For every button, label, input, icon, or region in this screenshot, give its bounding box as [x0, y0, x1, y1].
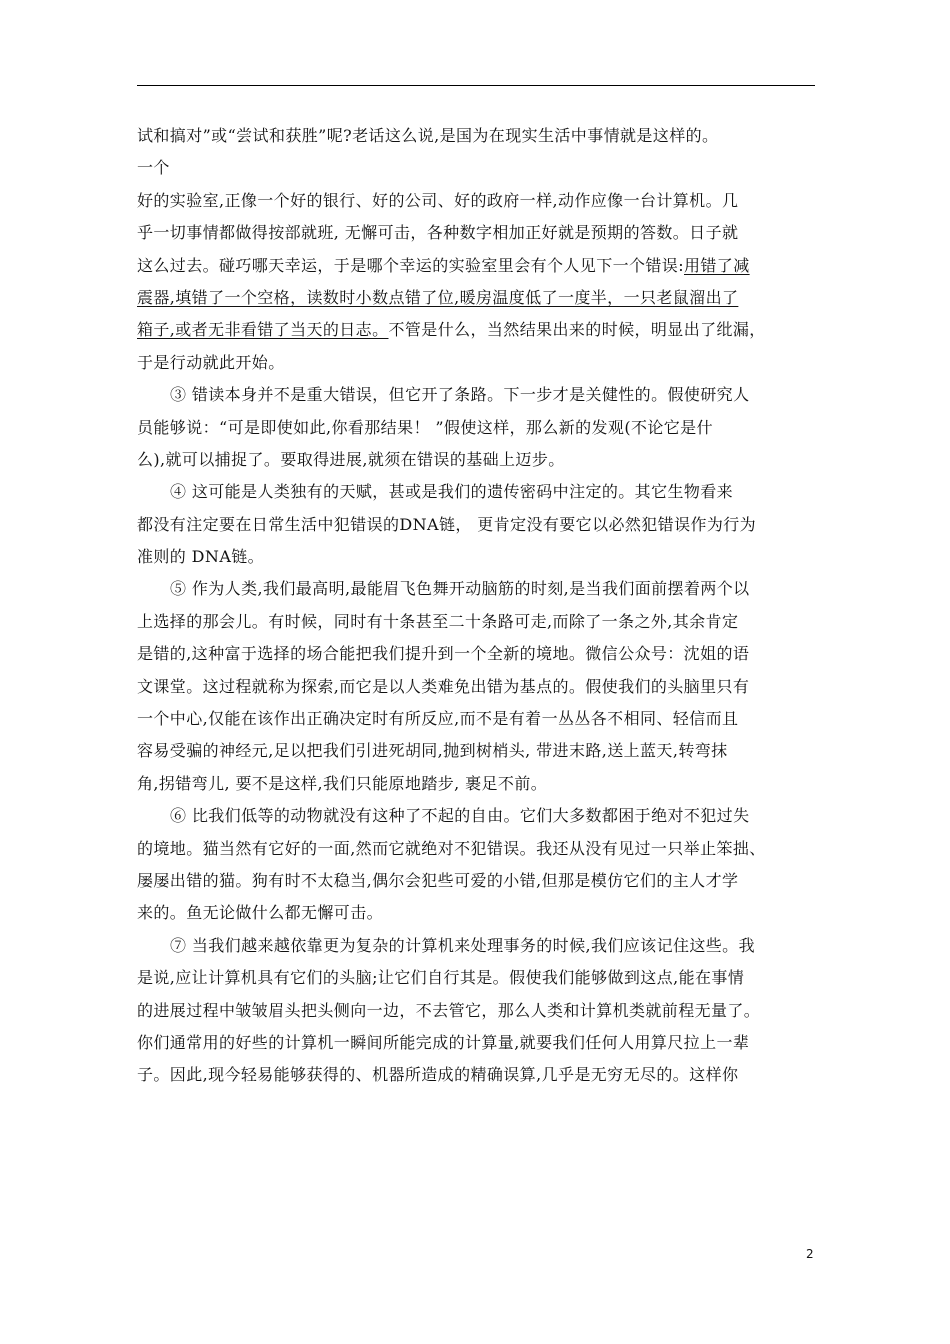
underlined-text: 震器,填错了一个空格，读数时小数点错了位,暖房温度低了一度半，一只老鼠溜出了	[137, 287, 739, 307]
text-line: 文课堂。这过程就称为探索,而它是以人类难免出错为基点的。假使我们的头脑里只有	[137, 676, 750, 696]
text-line: 你们通常用的好些的计算机一瞬间所能完成的计算量,就要我们任何人用算尺拉上一辈	[137, 1032, 750, 1052]
paragraph-5-start: ⑤ 作为人类,我们最高明,最能眉飞色舞开动脑筋的时刻,是当我们面前摆着两个以	[170, 579, 750, 599]
text-line	[137, 282, 815, 314]
text-line: 么),就可以捕捉了。要取得进展,就须在错误的基础上迈步。	[137, 449, 565, 469]
underlined-text: 箱子,或者无非看错了当天的日志。	[137, 320, 389, 340]
text-line: 都没有注定要在日常生活中犯错误的DNA链， 更肯定没有要它以必然犯错误作为行为	[137, 514, 757, 534]
text-line: 屡屡出错的猫。狗有时不太稳当,偶尔会犯些可爱的小错,但那是模仿它们的主人才学	[137, 870, 739, 890]
paragraph-4-start: ④ 这可能是人类独有的天赋，甚或是我们的遗传密码中注定的。其它生物看来	[170, 482, 734, 502]
text-span: 不管是什么，当然结果出来的时候，明显出了纰漏，	[388, 320, 766, 340]
article-body	[137, 120, 815, 1092]
underlined-text: 用错了减	[684, 255, 750, 275]
text-line: 来的。鱼无论做什么都无懈可击。	[137, 903, 384, 923]
text-line: 角,拐错弯儿, 要不是这样,我们只能原地踏步, 裹足不前。	[137, 773, 548, 793]
text-line: 准则的 DNA链。	[137, 547, 265, 567]
page-number: 2	[806, 1247, 814, 1261]
text-line: 好的实验室,正像一个好的银行、好的公司、好的政府一样,动作应像一台计算机。几	[137, 190, 739, 210]
text-line: 子。因此,现今轻易能够获得的、机器所造成的精确误算,几乎是无穷无尽的。这样你	[137, 1065, 739, 1085]
paragraph-7-start: ⑦ 当我们越来越依靠更为复杂的计算机来处理事务的时候,我们应该记住这些。我	[170, 935, 755, 955]
text-line	[137, 314, 815, 346]
text-line: 的进展过程中皱皱眉头把头侧向一边，不去管它，那么人类和计算机类就前程无量了。	[137, 1000, 761, 1020]
text-line: 员能够说：“可是即使如此,你看那结果！ ”假使这样，那么新的发观(不论它是什	[137, 417, 713, 437]
paragraph-6-start: ⑥ 比我们低等的动物就没有这种了不起的自由。它们大多数都困于绝对不犯过失	[170, 806, 750, 826]
text-line: 的境地。猫当然有它好的一面,然而它就绝对不犯错误。我还从没有见过一只举止笨拙、	[137, 838, 766, 858]
text-line: 是说,应让计算机具有它们的头脑;让它们自行其是。假使我们能够做到这点,能在事情	[137, 968, 745, 988]
text-line: 乎一切事情都做得按部就班, 无懈可击，各种数字相加正好就是预期的答数。日子就	[137, 223, 739, 243]
header-rule	[137, 85, 815, 86]
text-line	[137, 250, 815, 282]
text-line: 一个	[137, 158, 170, 178]
text-line: 一个中心,仅能在该作出正确决定时有所反应,而不是有着一丛丛各不相同、轻信而且	[137, 709, 739, 729]
text-span: 这么过去。碰巧哪天幸运，于是哪个幸运的实验室里会有个人见下一个错误:	[137, 255, 684, 275]
text-line: 于是行动就此开始。	[137, 352, 285, 372]
text-line: 容易受骗的神经元,足以把我们引进死胡同,抛到树梢头, 带进末路,送上蓝天,转弯抹	[137, 741, 728, 761]
text-line: 上选择的那会儿。有时候，同时有十条甚至二十条路可走,而除了一条之外,其余肯定	[137, 611, 739, 631]
text-line: 是错的,这种富于选择的场合能把我们提升到一个全新的境地。微信公众号：沈姐的语	[137, 644, 750, 664]
paragraph-3-start: ③ 错读本身并不是重大错误，但它开了条路。下一步才是关健性的。假使研究人	[170, 385, 750, 405]
text-line: 试和搞对”或“尝试和获胜”呢?老话这么说,是国为在现实生活中事情就是这样的。	[137, 126, 719, 145]
